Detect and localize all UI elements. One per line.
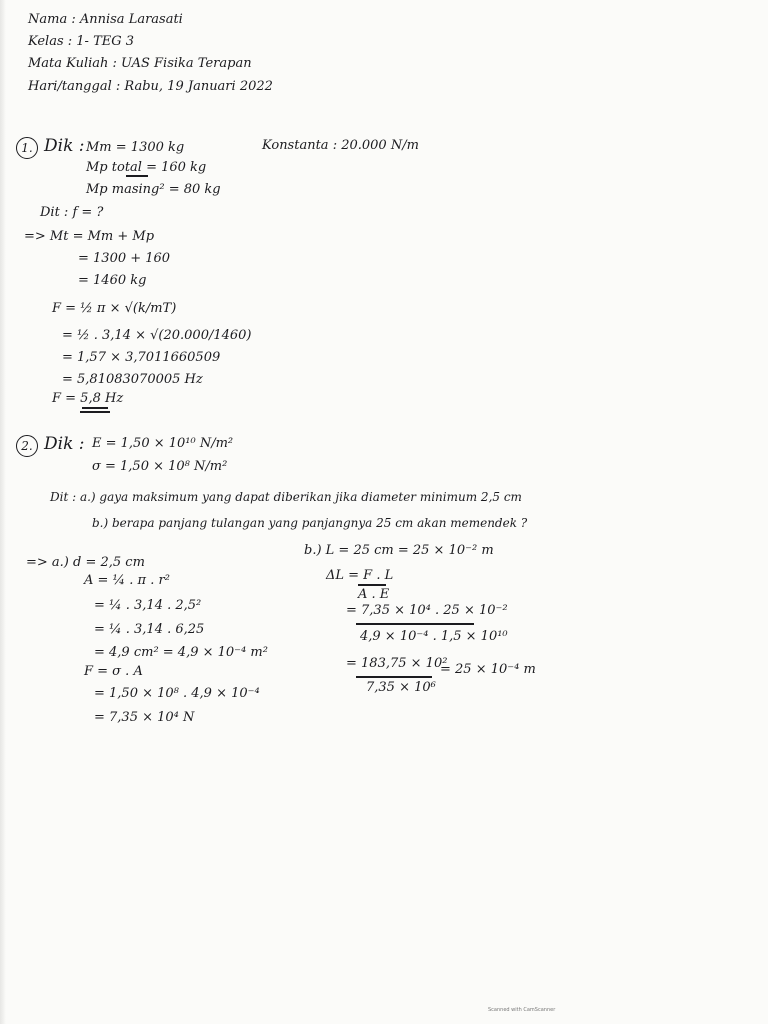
q1-result-full: = 5,81083070005 Hz — [62, 372, 203, 387]
q2b-sub-numerator: = 7,35 × 10⁴ . 25 × 10⁻² — [346, 603, 508, 618]
q1-step-sum: = 1300 + 160 — [78, 251, 171, 266]
q1-dik-label: Dik : — [44, 136, 85, 156]
q1-formula: F = ½ π × √(k/mT) — [52, 301, 177, 316]
scanner-footer: Scanned with CamScanner — [488, 1007, 556, 1013]
q1-step-mt-result: = 1460 kg — [78, 273, 147, 288]
q1-dik-mp-total: Mp total = 160 kg — [86, 160, 207, 175]
q2-dik-e: E = 1,50 × 10¹⁰ N/m² — [92, 436, 234, 451]
q1-underline-mp — [126, 175, 148, 177]
q2-dit-b: b.) berapa panjang tulangan yang panjangnya 25 cm akan memendek ? — [92, 516, 528, 530]
q1-answer-underline-2 — [80, 411, 110, 413]
q1-final-answer: F = 5,8 Hz — [52, 391, 124, 406]
q1-answer-underline-1 — [82, 407, 108, 409]
q2a-force-result: = 7,35 × 10⁴ N — [94, 710, 195, 725]
q1-product: = 1,57 × 3,7011660509 — [62, 350, 221, 365]
question-2-number: 2. — [16, 435, 38, 457]
q2b-length: b.) L = 25 cm = 25 × 10⁻² m — [304, 543, 494, 558]
q2-dit-a: Dit : a.) gaya maksimum yang dapat diberikan jika diameter minimum 2,5 cm — [50, 490, 522, 504]
scan-shadow — [0, 0, 6, 1024]
header-matkul: Mata Kuliah : UAS Fisika Terapan — [28, 56, 252, 71]
q1-substitution: = ½ . 3,14 × √(20.000/1460) — [62, 328, 252, 343]
q2a-diameter: => a.) d = 2,5 cm — [26, 555, 145, 570]
q2b-result-numerator: = 183,75 × 10² — [346, 656, 448, 671]
q2a-force-sub: = 1,50 × 10⁸ . 4,9 × 10⁻⁴ — [94, 686, 260, 701]
q2b-final-answer: = 25 × 10⁻⁴ m — [440, 662, 536, 677]
q2b-result-denominator: 7,35 × 10⁶ — [366, 680, 436, 695]
q2b-delta-formula-num: ΔL = F . L — [326, 568, 394, 583]
header-tanggal: Hari/tanggal : Rabu, 19 Januari 2022 — [28, 79, 273, 94]
q2a-force-formula: F = σ . A — [84, 664, 143, 679]
header-nama: Nama : Annisa Larasati — [28, 12, 183, 27]
q2b-fraction-bar-1 — [358, 584, 386, 586]
q1-konstanta: Konstanta : 20.000 N/m — [262, 138, 419, 153]
q2a-area-result: = 4,9 cm² = 4,9 × 10⁻⁴ m² — [94, 645, 268, 660]
q2b-fraction-bar-3 — [356, 676, 432, 678]
q2a-area-formula: A = ¼ . π . r² — [84, 573, 170, 588]
q1-dik-mp-masing: Mp masing² = 80 kg — [86, 182, 221, 197]
q2b-delta-formula-den: A . E — [358, 587, 390, 602]
header-kelas: Kelas : 1- TEG 3 — [28, 34, 135, 49]
q2a-area-sub: = ¼ . 3,14 . 2,5² — [94, 598, 202, 613]
q1-dik-mm: Mm = 1300 kg — [86, 140, 185, 155]
question-1-number: 1. — [16, 137, 38, 159]
q2b-fraction-bar-2 — [356, 623, 474, 625]
q1-dit: Dit : f = ? — [40, 205, 104, 220]
q2a-area-sub2: = ¼ . 3,14 . 6,25 — [94, 622, 205, 637]
q2b-sub-denominator: 4,9 × 10⁻⁴ . 1,5 × 10¹⁰ — [360, 629, 508, 644]
q2-dik-label: Dik : — [44, 434, 85, 454]
q1-step-mt: => Mt = Mm + Mp — [24, 229, 155, 244]
q2-dik-sigma: σ = 1,50 × 10⁸ N/m² — [92, 459, 228, 474]
